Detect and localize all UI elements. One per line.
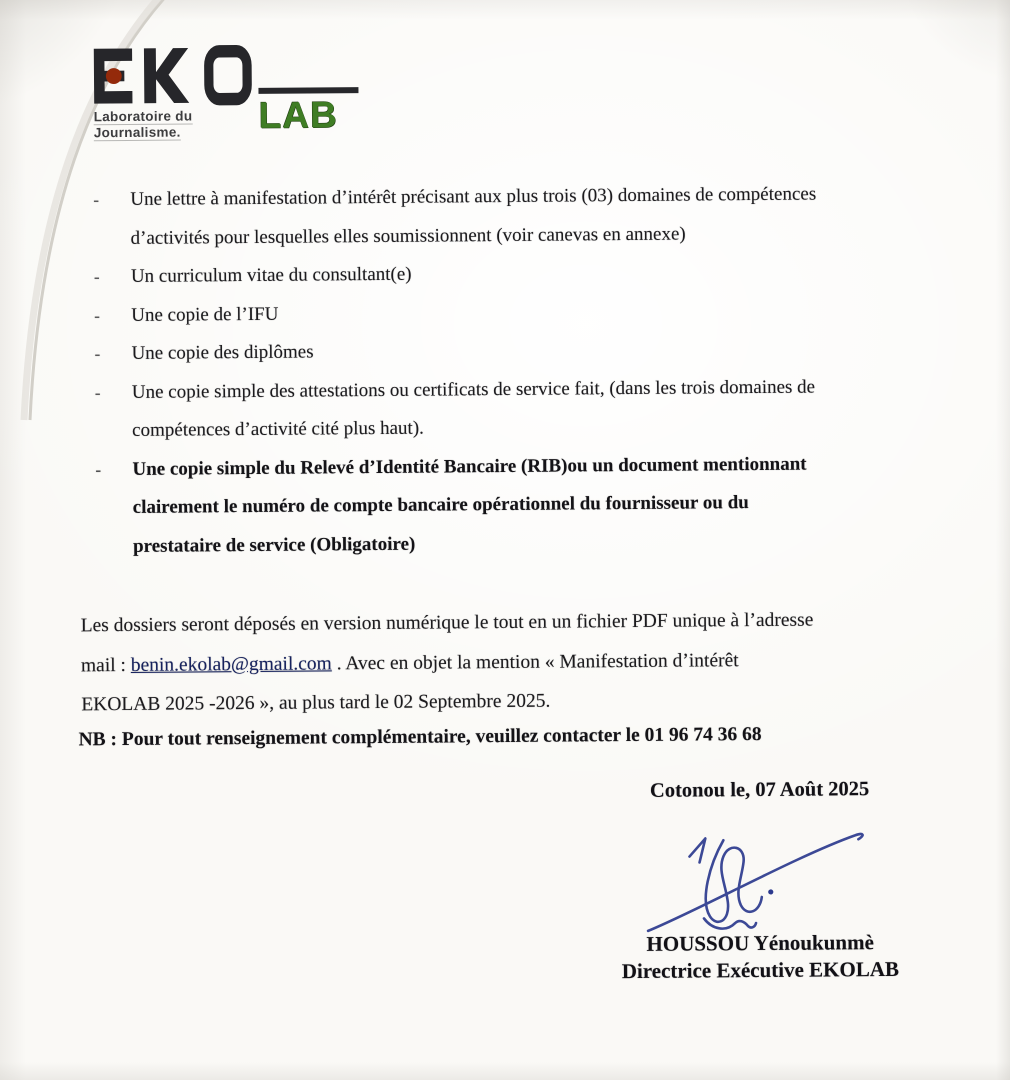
list-item-line: Une copie simple du Relevé d’Identité Bancaire (RIB)ou un document mentionnant bbox=[132, 453, 807, 480]
list-item bbox=[94, 290, 948, 335]
list-item bbox=[93, 252, 948, 297]
eko-wordmark-icon bbox=[91, 44, 256, 107]
ekolab-logo bbox=[91, 41, 392, 153]
bullet-dash-icon: - bbox=[94, 382, 101, 402]
list-item bbox=[94, 329, 948, 374]
email-link[interactable]: benin.ekolab@gmail.com bbox=[130, 652, 332, 676]
signer-title: Directrice Exécutive EKOLAB bbox=[621, 956, 900, 984]
tagline-line2: Journalisme. bbox=[93, 124, 181, 141]
paragraph-line-suffix: . Avec en objet la mention « Manifestation d’intérêt bbox=[331, 649, 739, 674]
list-item-line: Une copie de l’IFU bbox=[131, 303, 279, 326]
list-item-line: clairement le numéro de compte bancaire opérationnel du fournisseur ou du bbox=[132, 492, 749, 518]
signer-name: HOUSSOU Yénoukunmè bbox=[646, 930, 874, 956]
lab-wordmark bbox=[258, 87, 358, 134]
mail-label: mail : bbox=[80, 654, 131, 676]
list-item-rib-bold bbox=[95, 444, 950, 566]
list-item-line: compétences d’activité cité plus haut). bbox=[132, 417, 424, 441]
signature-scribble-icon bbox=[637, 825, 873, 939]
list-item-line: Une copie des diplômes bbox=[131, 341, 314, 364]
list-item-line: Une copie simple des attestations ou certificats de service fait, (dans les trois domaines de bbox=[131, 376, 816, 403]
bullet-dash-icon: - bbox=[94, 344, 101, 364]
submission-paragraph bbox=[81, 601, 815, 725]
date-line: Cotonou le, 07 Août 2025 bbox=[649, 778, 870, 802]
list-item-line: d’activités pour lesquelles elles soumissionnent (voir canevas en annexe) bbox=[130, 223, 686, 249]
bullet-dash-icon: - bbox=[93, 190, 100, 210]
requirements-list bbox=[93, 175, 950, 566]
list-item-line: prestataire de service (Obligatoire) bbox=[132, 533, 416, 557]
logo-tagline bbox=[94, 108, 193, 141]
list-item bbox=[93, 175, 948, 258]
signer-block bbox=[595, 930, 925, 985]
list-item-line: Une lettre à manifestation d’intérêt précisant aux plus trois (03) domaines de compétences bbox=[130, 183, 817, 210]
bullet-dash-icon: - bbox=[93, 267, 100, 287]
bullet-dash-icon: - bbox=[94, 305, 100, 325]
logo-red-dot-icon bbox=[106, 68, 122, 84]
paragraph-line: Les dossiers seront déposés en version numérique le tout en un fichier PDF unique à l’adresse bbox=[80, 609, 814, 637]
nb-note: NB : Pour tout renseignement complémentaire, veuillez contacter le 01 96 74 36 68 bbox=[78, 723, 762, 751]
paragraph-line bbox=[81, 640, 814, 685]
lab-text: LAB bbox=[258, 94, 338, 136]
tagline-line1: Laboratoire du bbox=[93, 108, 193, 125]
list-item-line: Un curriculum vitae du consultant(e) bbox=[130, 263, 412, 287]
bullet-dash-icon: - bbox=[95, 459, 102, 479]
list-item bbox=[94, 367, 950, 450]
paragraph-line: EKOLAB 2025 -2026 », au plus tard le 02 Septembre 2025. bbox=[81, 690, 551, 716]
